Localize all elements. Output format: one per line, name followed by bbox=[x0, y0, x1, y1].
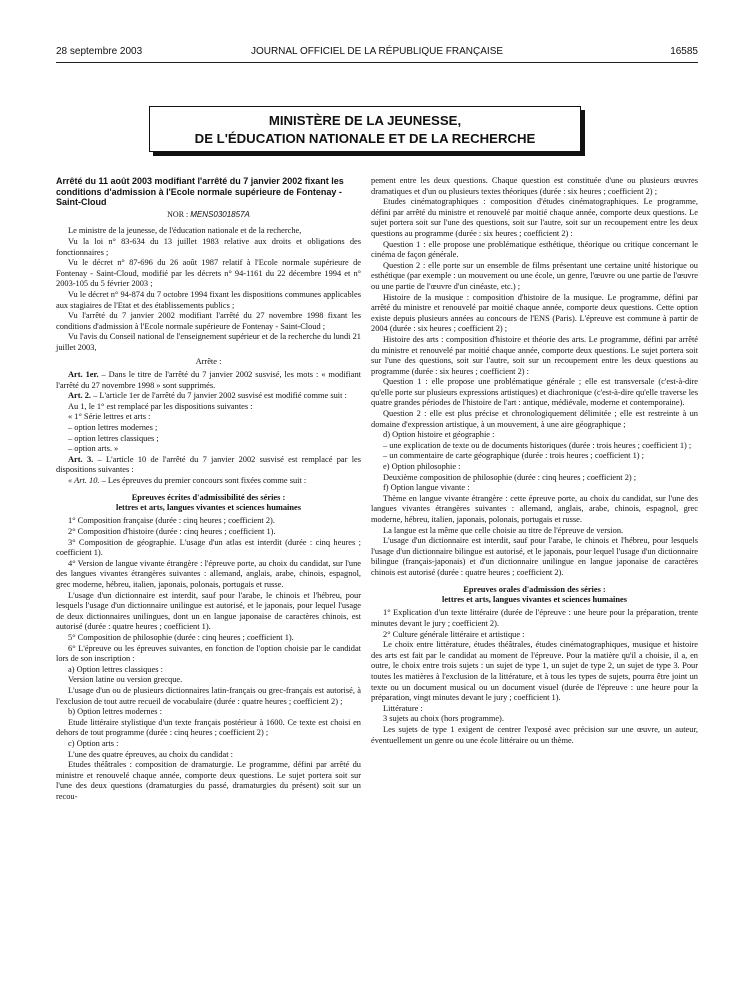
article-2 bbox=[56, 391, 361, 402]
paragraph: La langue est la même que celle choisie au titre de l'épreuve de version. bbox=[383, 525, 624, 535]
article-label: Art. 3. bbox=[68, 454, 94, 464]
paragraph: L'usage d'un dictionnaire est interdit, sauf pour l'arabe, le chinois et l'hébreu, pour lesquels l'usage d'un dictionnaire unilingue est autorisé, et le japonais, pour lequel l'usage de deux dictionnaires unilingues, dont un en langue japonaise de caractères chinois, est autorisé (durée : quatre heures ; coefficient 1). bbox=[56, 590, 361, 632]
journal-title: JOURNAL OFFICIEL DE LA RÉPUBLIQUE FRANÇAISE bbox=[250, 46, 504, 57]
issue-date: 28 septembre 2003 bbox=[56, 46, 143, 57]
paragraph: Vu l'arrêté du 7 janvier 2002 modifiant l'arrêté du 27 novembre 1998 fixant les conditions d'admission à l'Ecole normale supérieure de Fontenay - Saint-Cloud ; bbox=[56, 311, 361, 331]
paragraph: Histoire de la musique : composition d'histoire de la musique. Le programme, défini par arrêté du ministre et renouvelé par moitié chaque année, comporte deux questions. Cette option existe depuis plusieurs années au concours de l'ENS (Paris). L'épreuve est commune à partir de 2004 (durée : six heures ; coefficient 2) ; bbox=[371, 292, 698, 334]
list-item: – une explication de texte ou de documents historiques (durée : trois heures ; coefficient 1) ; bbox=[383, 440, 692, 450]
paragraph: 6° L'épreuve ou les épreuves suivantes, en fonction de l'option choisie par le candidat lors de son inscription : bbox=[56, 643, 361, 664]
option-heading: d) Option histoire et géographie : bbox=[383, 430, 495, 440]
paragraph: 1° Composition française (durée : cinq heures ; coefficient 2). bbox=[68, 516, 275, 526]
ministry-banner bbox=[149, 106, 581, 152]
paragraph: pement entre les deux questions. Chaque question est constituée d'une ou plusieurs œuvres dramatiques et d'un ou plusieurs textes théoriques (durée : six heures ; coefficient 2) ; bbox=[371, 176, 698, 196]
article-3 bbox=[56, 455, 361, 476]
article-text: – Les épreuves du premier concours sont fixées comme suit : bbox=[99, 476, 307, 486]
paragraph: Thème en langue vivante étrangère : cette épreuve porte, au choix du candidat, sur l'une des langues vivantes étrangères suivantes : allemand, anglais, arabe, chinois, espagnol, grec moderne, hébreu, italien, japonais, polonais, portugais et russe. bbox=[371, 493, 698, 524]
article-label: Art. 2. bbox=[68, 391, 92, 401]
list-item: – option lettres modernes ; bbox=[68, 423, 158, 433]
article-1 bbox=[56, 370, 361, 391]
header-rule bbox=[56, 62, 698, 63]
paragraph: Vu l'avis du Conseil national de l'enseignement supérieur et de la recherche du lundi 21 juillet 2003, bbox=[56, 332, 361, 352]
paragraph: L'une des quatre épreuves, au choix du candidat : bbox=[68, 749, 233, 759]
paragraph: Question 1 : elle propose une problématique générale ; elle est transversale (c'est-à-dire qu'elle porte sur plusieurs expressions artistiques) et diachronique (c'est-à-dire qu'elle traverse les quatre grandes périodes de l'histoire de l'art : antique, médiévale, moderne et contemporaine). bbox=[371, 377, 698, 408]
paragraph: 2° Culture générale littéraire et artistique : bbox=[383, 629, 525, 639]
paragraph: Question 2 : elle porte sur un ensemble de films présentant une certaine unité historique ou esthétique (par exemple : un mouvement ou une école, un genre, l'œuvre ou une partie de l'œuvre ou une partie de l'œuvre d'un cinéaste, etc.) ; bbox=[371, 260, 698, 291]
page-header bbox=[56, 46, 698, 60]
paragraph: Littérature : bbox=[383, 703, 423, 713]
section-title-written bbox=[56, 493, 361, 514]
article-10 bbox=[56, 476, 361, 487]
paragraph: Version latine ou version grecque. bbox=[68, 675, 183, 685]
option-heading: b) Option lettres modernes : bbox=[68, 707, 162, 717]
page-number: 16585 bbox=[670, 46, 698, 57]
article-label: Art. 1er. bbox=[68, 370, 99, 380]
option-heading: f) Option langue vivante : bbox=[383, 483, 470, 493]
paragraph: Vu le décret n° 87-696 du 26 août 1987 relatif à l'Ecole normale supérieure de Fontenay - Saint-Cloud, modifié par les décrets n° 94-1161 du 22 décembre 1994 et n° 2003-105 du 5 février 2003 ; bbox=[56, 258, 361, 289]
nor-value: MENS0301857A bbox=[190, 209, 250, 219]
paragraph: 4° Version de langue vivante étrangère : l'épreuve porte, au choix du candidat, sur l'une des langues vivantes étrangères suivantes : allemand, anglais, arabe, chinois, espagnol, grec moderne, hébreu, italien, japonais, polonais, portugais et russe. bbox=[56, 558, 361, 589]
paragraph: Question 2 : elle est plus précise et chronologiquement délimitée ; elle est restreinte à un domaine d'expression artistique, à un mouvement, à une aire géographique ; bbox=[371, 409, 698, 429]
nor-reference bbox=[56, 210, 361, 221]
article-text: – L'article 10 de l'arrêté du 7 janvier 2002 susvisé est remplacé par les dispositions suivantes : bbox=[56, 454, 362, 475]
section-title-line: Epreuves écrites d'admissibilité des séries : bbox=[131, 492, 286, 502]
ministry-line-2: DE L'ÉDUCATION NATIONALE ET DE LA RECHERCHE bbox=[194, 131, 536, 146]
section-title-line: lettres et arts, langues vivantes et sciences humaines bbox=[116, 503, 301, 513]
paragraph: Question 1 : elle propose une problématique esthétique, théorique ou critique concernant le cinéma de façon générale. bbox=[371, 239, 698, 260]
paragraph: Vu le décret n° 94-874 du 7 octobre 1994 fixant les dispositions communes applicables aux stagiaires de l'Etat et des établissements publics ; bbox=[56, 289, 361, 310]
section-title-line: Epreuves orales d'admission des séries : bbox=[463, 584, 606, 594]
left-column bbox=[56, 176, 361, 802]
paragraph: Vu la loi n° 83-634 du 13 juillet 1983 relative aux droits et obligations des fonctionnaires ; bbox=[56, 236, 361, 257]
list-item: « 1° Série lettres et arts : bbox=[68, 412, 151, 422]
paragraph: Les sujets de type 1 exigent de centrer l'exposé avec précision sur une œuvre, un auteur, éventuellement un genre ou une école littéraire ou un thème. bbox=[371, 724, 698, 745]
paragraph: 3 sujets au choix (hors programme). bbox=[383, 714, 504, 724]
paragraph: 2° Composition d'histoire (durée : cinq heures ; coefficient 1). bbox=[68, 527, 276, 537]
paragraph: Histoire des arts : composition d'histoire et théorie des arts. Le programme, défini par arrêté du ministre et renouvelé par moitié chaque année, comporte deux questions. Le sujet portera soit sur l'une des questions, soit sur l'autre, soit sur un recoupement entre les deux questions au programme (durée : six heures ; coefficient 2) : bbox=[371, 334, 698, 376]
paragraph: Le ministre de la jeunesse, de l'éducation nationale et de la recherche, bbox=[68, 226, 302, 236]
ministry-line-1: MINISTÈRE DE LA JEUNESSE, bbox=[268, 113, 462, 128]
paragraph: 1° Explication d'un texte littéraire (durée de l'épreuve : une heure pour la préparation, trente minutes devant le jury ; coefficient 2). bbox=[371, 608, 698, 628]
right-column bbox=[371, 176, 698, 746]
article-text: – L'article 1er de l'arrêté du 7 janvier 2002 susvisé est modifié comme suit : bbox=[91, 391, 347, 401]
list-item: – un commentaire de carte géographique (durée : trois heures ; coefficient 1) ; bbox=[383, 451, 644, 461]
paragraph: Le choix entre littérature, études théâtrales, études cinématographiques, musique et histoire des arts est fait par le candidat au moment de l'épreuve. Pour la matière qu'il a choisie, il a, en outre, le choix entre trois sujets : un sujet de type 1, un sujet de type 2, un sujet de type 3. Pour toutes les matières à l'exclusion de la littérature, et à tous les types de sujets, pourra être joint un texte ou un document musical ou un document visuel (durée de l'épreuve : une heure pour la préparation, vingt minutes devant le jury ; coefficient 1). bbox=[371, 640, 698, 703]
section-title-oral bbox=[371, 585, 698, 606]
paragraph: Etude littéraire stylistique d'un texte français postérieur à 1600. Ce texte est choisi en dehors de tout programme (durée : cinq heures ; coefficient 2) ; bbox=[56, 717, 361, 738]
article-label: « Art. 10. bbox=[68, 476, 100, 486]
arrete-heading: Arrête : bbox=[195, 356, 222, 366]
paragraph: L'usage d'un ou de plusieurs dictionnaires latin-français ou grec-français est autorisé, à l'exclusion de tout autre recueil de vocabulaire (durée : quatre heures ; coefficient 2) ; bbox=[56, 685, 361, 706]
option-heading: c) Option arts : bbox=[68, 738, 119, 748]
list-item: – option arts. » bbox=[68, 444, 119, 454]
list-item: – option lettres classiques ; bbox=[68, 433, 159, 443]
paragraph: Etudes théâtrales : composition de dramaturgie. Le programme, défini par arrêté du ministre et renouvelé chaque année, comporte deux questions. Le sujet portera soit sur l'une des deux questions (dramaturgies du passé, dramaturgies du présent) soit sur un recou- bbox=[56, 760, 361, 801]
paragraph: Au 1, le 1° est remplacé par les dispositions suivantes : bbox=[68, 401, 253, 411]
paragraph: 5° Composition de philosophie (durée : cinq heures ; coefficient 1). bbox=[68, 632, 294, 642]
paragraph: Etudes cinématographiques : composition d'études cinématographiques. Le programme, défini par arrêté du ministre et renouvelé par moitié chaque année, comporte deux questions. Le sujet portera soit sur l'une des questions, soit sur l'autre, soit sur un recoupement entre les deux questions au programme (durée : six heures ; coefficient 2) : bbox=[371, 197, 698, 238]
paragraph: Deuxième composition de philosophie (durée : cinq heures ; coefficient 2) ; bbox=[383, 472, 637, 482]
paragraph: 3° Composition de géographie. L'usage d'un atlas est interdit (durée : cinq heures ; coefficient 1). bbox=[56, 537, 361, 558]
article-text: – Dans le titre de l'arrêté du 7 janvier 2002 susvisé, les mots : « modifiant l'arrêté du 27 novembre 1998 » sont supprimés. bbox=[56, 370, 361, 390]
decree-title: Arrêté du 11 août 2003 modifiant l'arrêté du 7 janvier 2002 fixant les conditions d'admission à l'Ecole normale supérieure de Fontenay - Saint-Cloud bbox=[56, 176, 344, 208]
option-heading: a) Option lettres classiques : bbox=[68, 664, 163, 674]
option-heading: e) Option philosophie : bbox=[383, 462, 461, 472]
paragraph: L'usage d'un dictionnaire est interdit, sauf pour l'arabe, le chinois et l'hébreu, pour lesquels l'usage d'un dictionnaire bilingue est autorisé, et le japonais, pour lequel l'usage d'un dictionnaire bilingue (français-japonais) et d'un dictionnaire unilingue en langue japonaise de caractères chinois est autorisé (durée : quatre heures ; coefficient 2). bbox=[371, 536, 698, 577]
nor-label: NOR : bbox=[167, 209, 189, 219]
section-title-line: lettres et arts, langues vivantes et sciences humaines bbox=[442, 594, 627, 604]
